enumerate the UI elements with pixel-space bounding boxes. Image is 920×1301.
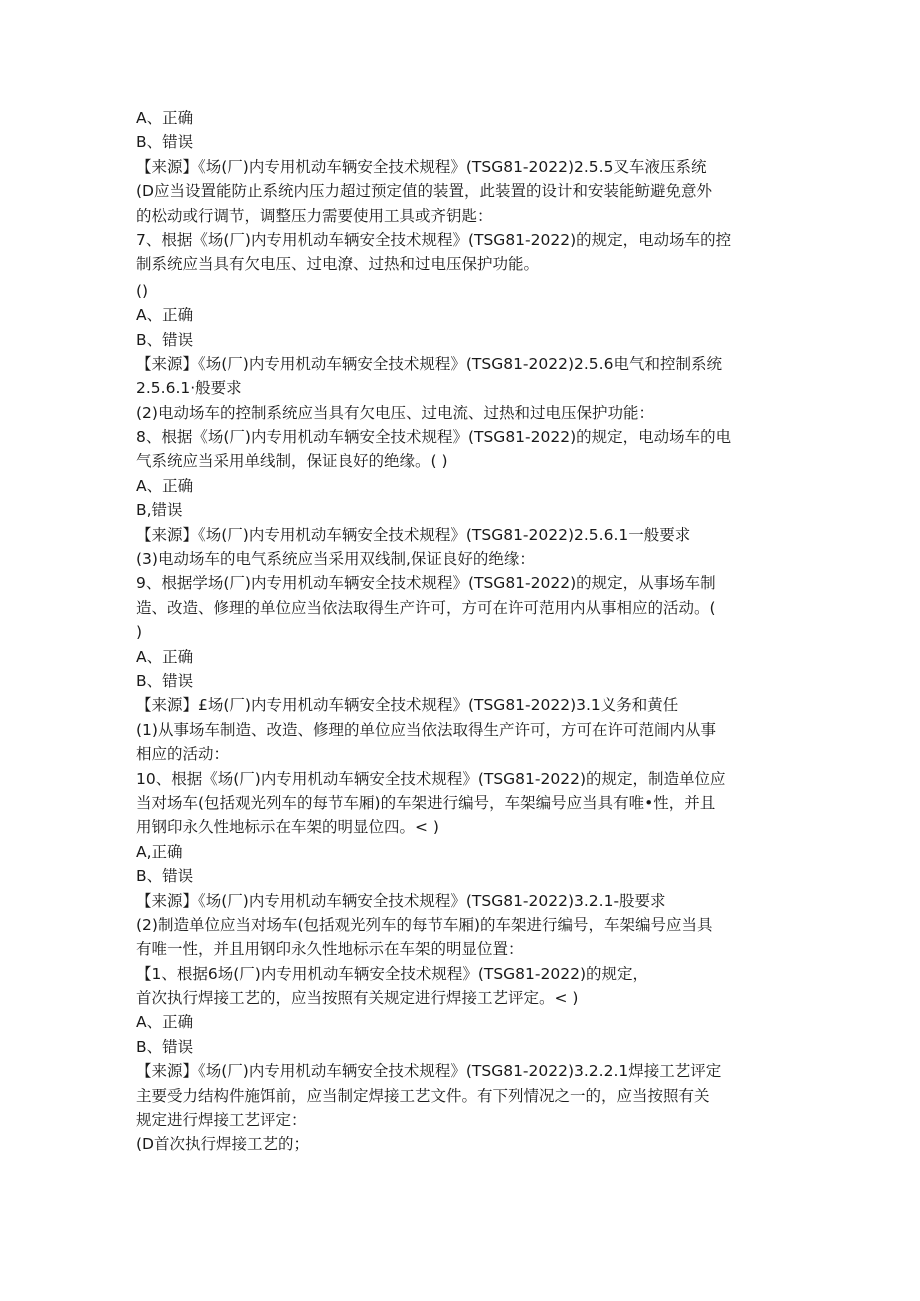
option-b: B、错误 — [136, 867, 194, 886]
text-line: 规定进行焊接工艺评定： — [136, 1111, 307, 1130]
text-line: 相应的活动： — [136, 745, 230, 764]
text-line: (D首次执行焊接工艺的； — [136, 1135, 309, 1154]
question-8: 8、根据《场(厂)内专用机动车辆安全技术规程》(TSG81-2022)的规定，电动场车的电 — [136, 428, 732, 447]
text-line: 首次执行焊接工艺的，应当按照有关规定进行焊接工艺评定。< ) — [136, 989, 579, 1008]
text-line: 【来源】《场(厂)内专用机动车辆安全技术规程》(TSG81-2022)2.5.5叉车液压系统 — [136, 157, 707, 176]
text-line: A、正确 — [136, 109, 194, 127]
option-b: B、错误 — [136, 330, 194, 349]
option-a: A、正确 — [136, 1013, 194, 1032]
text-line: (2)制造单位应当对场车(包括观光列车的每节车厢)的车架进行编号，车架编号应当具 — [136, 915, 713, 934]
question-10: 10、根据《场(厂)内专用机动车辆安全技术规程》(TSG81-2022)的规定，制造单位应 — [136, 769, 726, 788]
option-b: B、错误 — [136, 1037, 194, 1056]
option-b: B,错误 — [136, 501, 183, 520]
text-line: (1)从事场车制造、改造、修理的单位应当依法取得生产许可，方可在许可范闹内从事 — [136, 720, 716, 739]
option-a: A、正确 — [136, 476, 194, 495]
text-line: 造、改造、修理的单位应当依法取得生产许可，方可在许可范用内从事相应的活动。( — [136, 598, 716, 617]
text-line: (D应当设置能防止系统内压力超过预定值的装置，此装置的设计和安装能鲂避免意外 — [136, 182, 712, 201]
answer-blank: () — [136, 281, 149, 300]
source-line: 【来源】《场(厂)内专用机动车辆安全技术规程》(TSG81-2022)3.2.1-股要求 — [136, 891, 666, 910]
source-line: 【来源】£场(厂)内专用机动车辆安全技术规程》(TSG81-2022)3.1义务和黄任 — [136, 696, 679, 715]
text-line: 当对场车(包括观光列车的每节车厢)的车架进行编号，车架编号应当具有唯•性，并且 — [136, 793, 716, 812]
source-line: 【来源】《场(厂)内专用机动车辆安全技术规程》(TSG81-2022)2.5.6.1一般要求 — [136, 525, 691, 544]
text-line: 有唯一性，并且用钢印永久性地标示在车架的明显位置： — [136, 940, 524, 959]
question-11: 【1、根据6场(厂)内专用机动车辆安全技术规程》(TSG81-2022)的规定， — [136, 964, 648, 983]
text-line: 2.5.6.1·般要求 — [136, 379, 242, 398]
text-line: 气系统应当采用单线制，保证良好的绝缘。( ) — [136, 452, 448, 471]
question-9: 9、根据学场(厂)内专用机动车辆安全技术规程》(TSG81-2022)的规定，从事场车制 — [136, 574, 716, 593]
text-line: 用钢印永久性地标示在车架的明显位四。< ) — [136, 818, 439, 837]
text-line: 制系统应当具有欠电压、过电潦、过热和过电压保护功能。 — [136, 255, 540, 274]
source-line: 【来源】《场(厂)内专用机动车辆安全技术规程》(TSG81-2022)3.2.2.1焊接工艺评定 — [136, 1062, 722, 1081]
text-line: 的松动或行调节，调整压力需要使用工具或齐钥匙： — [136, 206, 493, 225]
text-line: B、错误 — [136, 133, 194, 152]
option-a: A、正确 — [136, 647, 194, 666]
document-body — [136, 106, 786, 1157]
question-7: 7、根据《场(厂)内专用机动车辆安全技术规程》(TSG81-2022)的规定，电动场车的控 — [136, 230, 732, 249]
option-b: B、错误 — [136, 671, 194, 690]
option-a: A、正确 — [136, 306, 194, 325]
text-line: (2)电动场车的控制系统应当具有欠电压、过电流、过热和过电压保护功能： — [136, 403, 654, 422]
answer-blank: ) — [136, 623, 143, 642]
option-a: A,正确 — [136, 842, 183, 861]
text-line: (3)电动场车的电气系统应当采用双线制,保证良好的绝缘： — [136, 550, 535, 569]
source-line: 【来源】《场(厂)内专用机动车辆安全技术规程》(TSG81-2022)2.5.6电气和控制系统 — [136, 354, 722, 373]
text-line: 主要受力结构件施饵前，应当制定焊接工艺文件。有下列情况之一的，应当按照有关 — [136, 1086, 710, 1105]
